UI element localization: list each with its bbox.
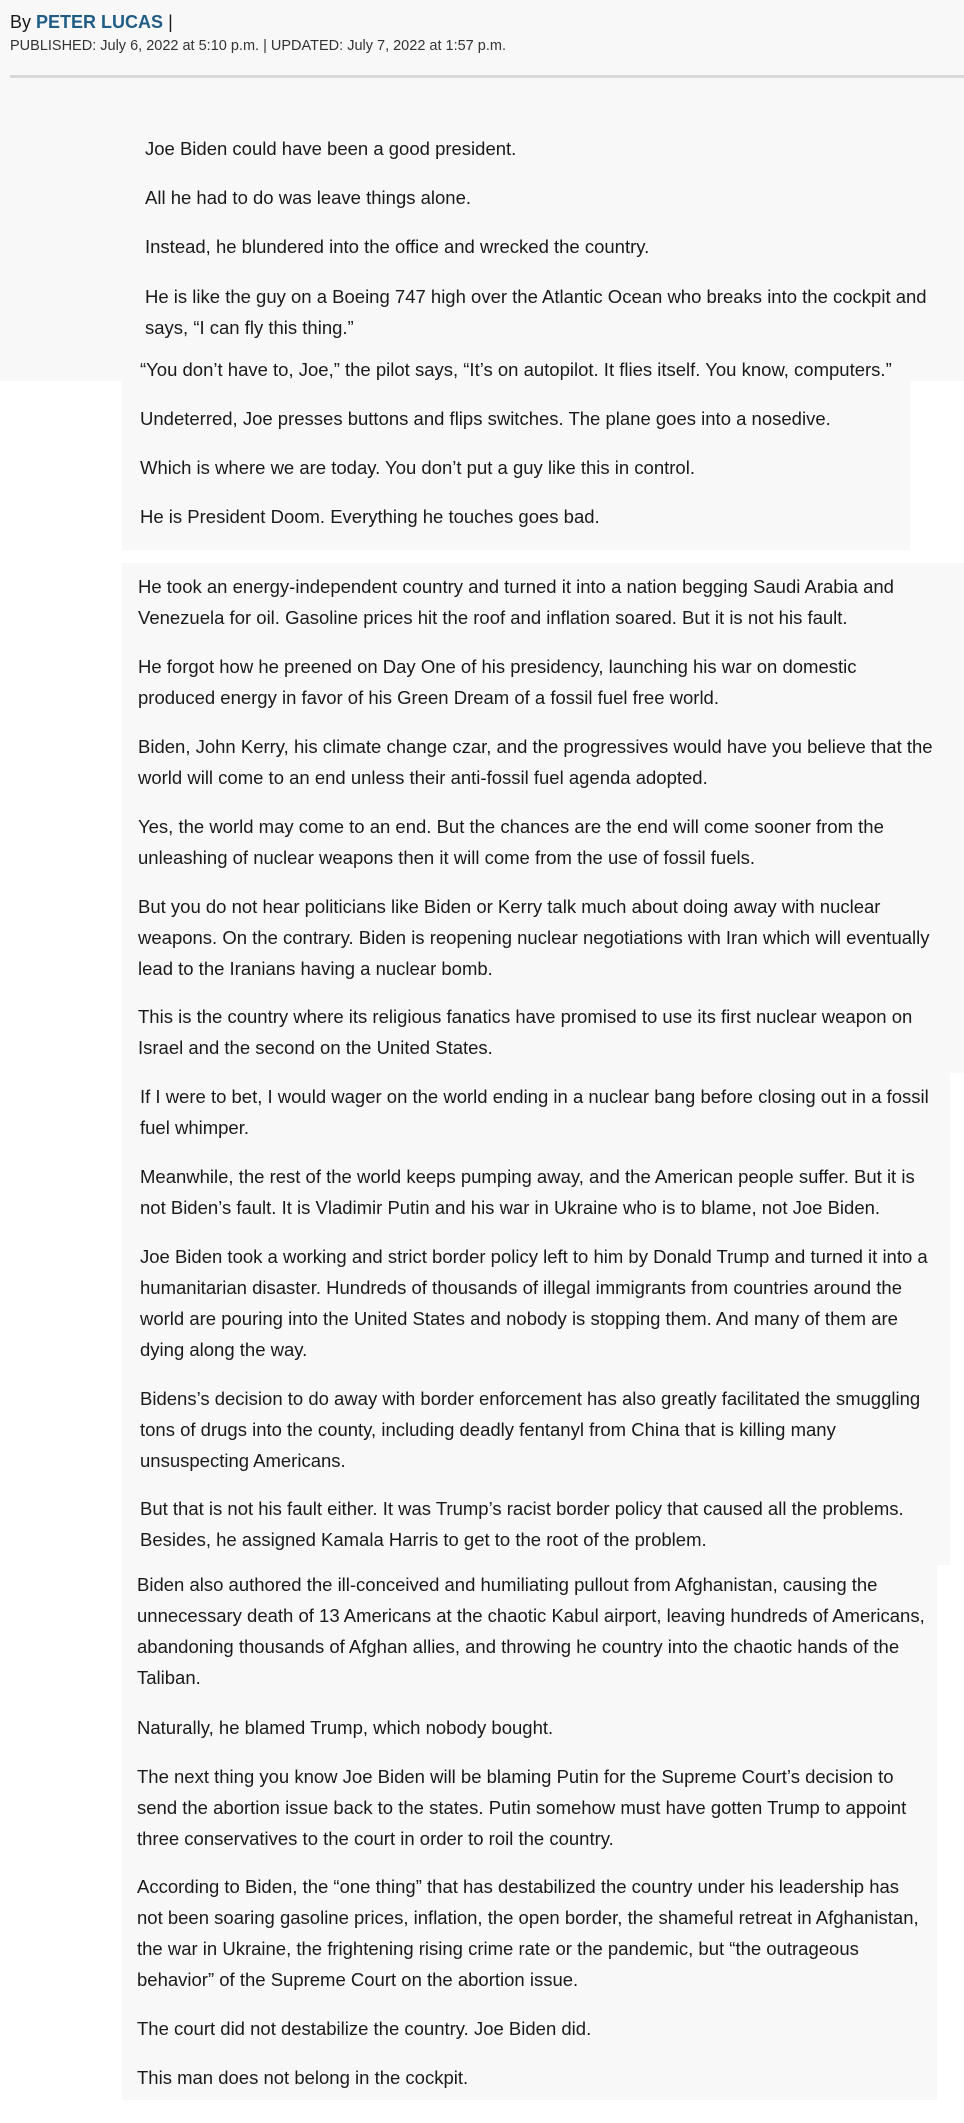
updated-date: July 7, 2022 at 1:57 p.m. [347, 38, 506, 54]
byline-separator: | [168, 12, 173, 32]
article-block-4 [122, 1073, 950, 1565]
article-paragraph: Yes, the world may come to an end. But the chances are the end will come sooner from the unleashing of nuclear weapons then it will come from the use of fossil fuels. [138, 816, 884, 868]
article-paragraph: Meanwhile, the rest of the world keeps pumping away, and the American people suffer. But it is not Biden’s fault. It is Vladimir Putin and his war in Ukraine who is to blame, not Joe Biden. [140, 1166, 915, 1218]
article-paragraph: All he had to do was leave things alone. [145, 187, 472, 208]
updated-label: UPDATED: [270, 38, 344, 54]
article-paragraph: He is like the guy on a Boeing 747 high over the Atlantic Ocean who breaks into the cockpit and says, “I can fly this thing.” [145, 286, 927, 338]
article-paragraph: Joe Biden could have been a good president. [145, 138, 517, 159]
publication-dates [10, 36, 506, 56]
article-paragraph: Undeterred, Joe presses buttons and flips switches. The plane goes into a nosedive. [140, 408, 831, 429]
article-paragraph: Naturally, he blamed Trump, which nobody bought. [137, 1717, 554, 1738]
article-paragraph: This man does not belong in the cockpit. [137, 2067, 469, 2088]
article-paragraph: According to Biden, the “one thing” that has destabilized the country under his leadership has not been soaring gasoline prices, inflation, the open border, the shameful retreat in Afghanistan, the war in Ukraine, the frightening rising crime rate or the pandemic, but “the outrageous behavior” of the Supreme Court on the abortion issue. [137, 1876, 919, 1990]
article-paragraph: Instead, he blundered into the office and wrecked the country. [145, 236, 650, 257]
byline-section [0, 0, 964, 78]
byline [10, 10, 173, 34]
article-paragraph: The next thing you know Joe Biden will be blaming Putin for the Supreme Court’s decision to send the abortion issue back to the states. Putin somehow must have gotten Trump to appoint three conservatives to the court in order to roil the country. [137, 1766, 907, 1849]
article-block-1 [0, 78, 964, 381]
article-paragraph: He is President Doom. Everything he touches goes bad. [140, 506, 600, 527]
article-paragraph: Which is where we are today. You don’t put a guy like this in control. [140, 457, 695, 478]
article-paragraph: Joe Biden took a working and strict border policy left to him by Donald Trump and turned it into a humanitarian disaster. Hundreds of thousands of illegal immigrants from countries around the world are pouring into the United States and nobody is stopping them. And many of them are dying along the way. [140, 1246, 928, 1360]
article-paragraph: He took an energy-independent country and turned it into a nation begging Saudi Arabia and Venezuela for oil. Gasoline prices hit the roof and inflation soared. But it is not his fault. [138, 576, 894, 628]
article-paragraph: Biden, John Kerry, his climate change czar, and the progressives would have you believe that the world will come to an end unless their anti-fossil fuel agenda adopted. [138, 736, 933, 788]
article-block-2 [122, 350, 910, 550]
date-separator: | [263, 38, 267, 54]
article-block-5 [122, 1565, 937, 2100]
article-paragraph: If I were to bet, I would wager on the world ending in a nuclear bang before closing out in a fossil fuel whimper. [140, 1086, 929, 1138]
article-paragraph: He forgot how he preened on Day One of his presidency, launching his war on domestic produced energy in favor of his Green Dream of a fossil fuel free world. [138, 656, 857, 708]
article-block-3 [122, 563, 964, 1073]
article-paragraph: Bidens’s decision to do away with border enforcement has also greatly facilitated the smuggling tons of drugs into the county, including deadly fentanyl from China that is killing many unsuspecting Americans. [140, 1388, 921, 1471]
byline-prefix: By [10, 12, 32, 32]
author-link[interactable]: PETER LUCAS [36, 12, 164, 32]
article-paragraph: But you do not hear politicians like Biden or Kerry talk much about doing away with nuclear weapons. On the contrary. Biden is reopening nuclear negotiations with Iran which will eventually lead to the Iranians having a nuclear bomb. [138, 896, 930, 979]
article-paragraph: This is the country where its religious fanatics have promised to use its first nuclear weapon on Israel and the second on the United States. [138, 1006, 913, 1058]
article-paragraph: Biden also authored the ill-conceived and humiliating pullout from Afghanistan, causing the unnecessary death of 13 Americans at the chaotic Kabul airport, leaving hundreds of Americans, abandoning thousands of Afghan allies, and throwing he country into the chaotic hands of the Taliban. [137, 1574, 925, 1688]
article-paragraph: “You don’t have to, Joe,” the pilot says, “It’s on autopilot. It flies itself. You know, computers.” [140, 359, 892, 380]
published-date: July 6, 2022 at 5:10 p.m. [100, 38, 260, 54]
published-label: PUBLISHED: [10, 38, 97, 54]
article-paragraph: But that is not his fault either. It was Trump’s racist border policy that caused all the problems. Besides, he assigned Kamala Harris to get to the root of the problem. [140, 1498, 904, 1550]
article-paragraph: The court did not destabilize the country. Joe Biden did. [137, 2018, 592, 2039]
